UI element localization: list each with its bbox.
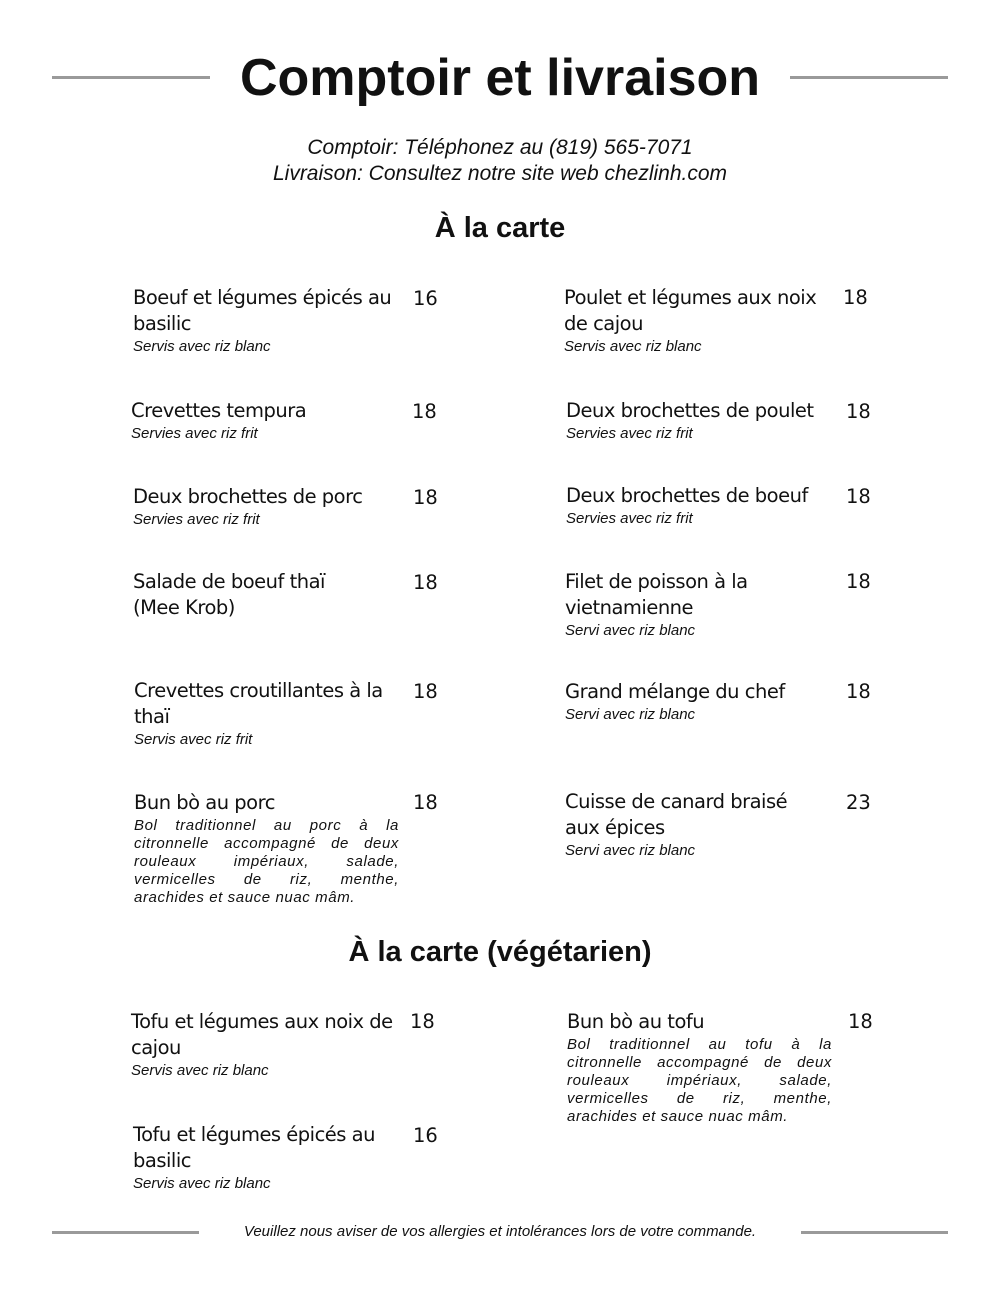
web-line: Livraison: Consultez notre site web chezlinh.com [272,162,728,185]
item-desc: Servies avec riz frit [566,510,693,527]
menu-item [134,790,404,907]
item-desc: Servies avec riz frit [133,511,260,528]
menu-item [131,398,431,443]
item-price: 18 [846,680,871,703]
item-desc: Servies avec riz frit [566,425,693,442]
item-desc: Servis avec riz frit [134,731,253,748]
item-name: Salade de boeuf thaï (Mee Krob) [133,570,325,619]
item-price: 16 [413,1124,438,1147]
item-price: 18 [413,791,438,814]
section-title-a-la-carte: À la carte [434,212,566,244]
item-desc: Servis avec riz blanc [133,1175,271,1192]
item-desc: Servi avec riz blanc [565,706,696,723]
item-name: Bun bò au tofu [567,1010,705,1033]
item-name: Deux brochettes de boeuf [566,484,808,507]
item-price: 18 [846,570,871,593]
item-name: Crevettes tempura [131,399,307,422]
menu-item [565,789,815,860]
item-desc: Servis avec riz blanc [133,338,271,355]
item-desc: Servis avec riz blanc [131,1062,269,1079]
item-price: 18 [413,571,438,594]
menu-item [566,398,866,443]
item-price: 18 [848,1010,873,1033]
menu-item [564,285,834,356]
item-name: Crevettes croutillantes à la thaï [134,679,383,728]
item-name: Deux brochettes de porc [133,485,363,508]
item-name: Cuisse de canard braisé aux épices [565,790,788,839]
item-name: Tofu et légumes aux noix de cajou [131,1010,393,1059]
item-price: 18 [846,485,871,508]
item-name: Bun bò au porc [134,791,275,814]
allergy-note: Veuillez nous aviser de vos allergies et intolérances lors de votre commande. [243,1223,757,1240]
item-price: 18 [410,1010,435,1033]
menu-item [566,483,866,528]
item-name: Filet de poisson à la vietnamienne [565,570,748,619]
item-price: 18 [843,286,868,309]
item-price: 18 [412,400,437,423]
item-price: 23 [846,791,871,814]
item-desc: Servis avec riz blanc [564,338,702,355]
item-name: Tofu et légumes épicés au basilic [133,1123,375,1172]
menu-item [133,484,433,529]
item-desc: Servi avec riz blanc [565,842,696,859]
menu-item [131,1009,396,1080]
item-price: 18 [413,680,438,703]
menu-item [133,1122,403,1193]
phone-line: Comptoir: Téléphonez au (819) 565-7071 [307,136,693,159]
menu-item [133,569,373,621]
menu-item [567,1009,837,1126]
item-desc: Servies avec riz frit [131,425,258,442]
section-title-vegetarien: À la carte (végétarien) [348,936,652,968]
item-name: Grand mélange du chef [565,680,785,703]
item-price: 18 [846,400,871,423]
footer-rule-left [52,1231,199,1234]
item-desc: Servi avec riz blanc [565,622,696,639]
item-name: Deux brochettes de poulet [566,399,814,422]
page-title: Comptoir et livraison [239,49,761,107]
menu-item [134,678,404,749]
item-price: 16 [413,287,438,310]
item-desc: Bol traditionnel au tofu à la citronnelle accompagné de deux rouleaux impériaux, salade, vermicelles de riz, menthe, arachides et sauce nuac mâm. [567,1036,832,1125]
menu-item [565,679,865,724]
footer-rule-right [801,1231,948,1234]
item-desc: Bol traditionnel au porc à la citronnelle accompagné de deux rouleaux impériaux, salade, vermicelles de riz, menthe, arachides et sauce nuac mâm. [134,817,399,906]
menu-item [133,285,405,356]
item-price: 18 [413,486,438,509]
item-name: Boeuf et légumes épicés au basilic [133,286,392,335]
item-name: Poulet et légumes aux noix de cajou [564,286,817,335]
menu-item [565,569,805,640]
